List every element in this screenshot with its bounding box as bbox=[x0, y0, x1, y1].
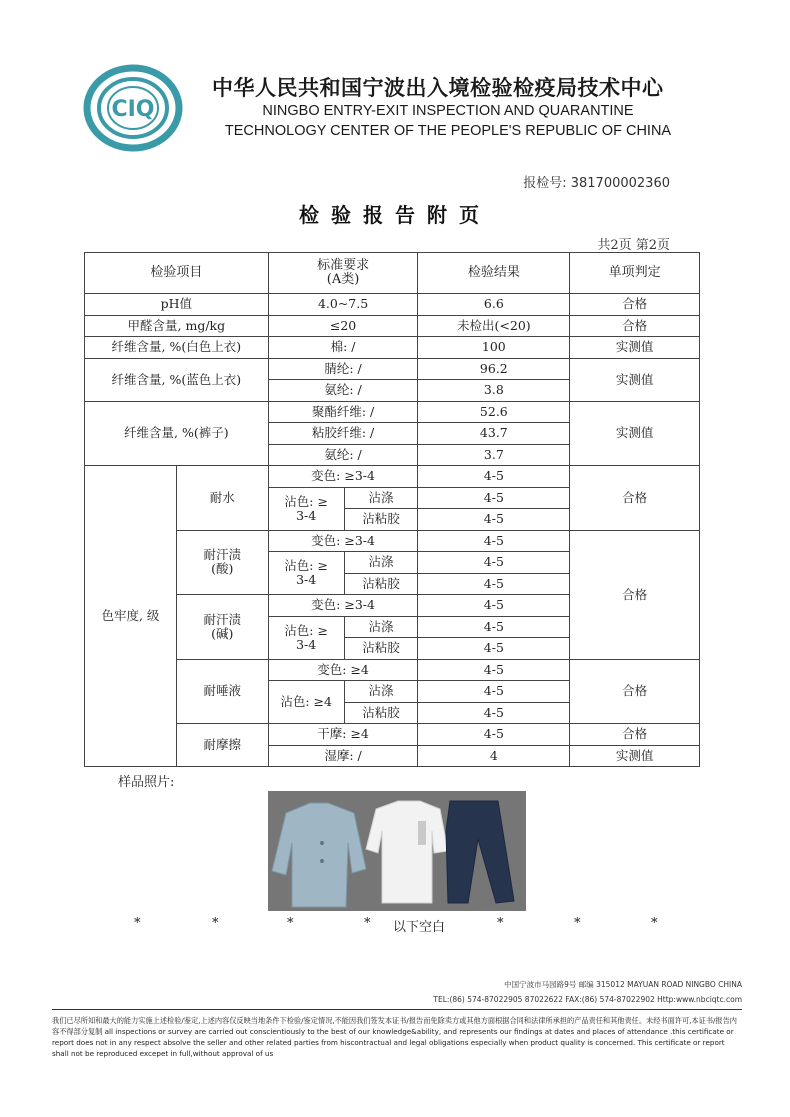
result-dry: 4-5 bbox=[418, 724, 570, 746]
table-row bbox=[85, 315, 700, 337]
result-stain-a: 4-5 bbox=[418, 552, 570, 574]
header-judgement: 单项判定 bbox=[570, 253, 700, 294]
star-mark: * bbox=[134, 916, 141, 931]
report-number: 报检号: 381700002360 bbox=[523, 176, 670, 191]
result-stain-b: 4-5 bbox=[418, 702, 570, 724]
header-standard bbox=[268, 253, 418, 294]
logo-text: CIQ bbox=[111, 97, 155, 122]
table-row bbox=[85, 724, 700, 746]
cell-line: 沾色: ≥ bbox=[284, 622, 328, 638]
cell-line: 耐汗渍 bbox=[203, 547, 242, 563]
result-fiber-pants: 43.7 bbox=[418, 423, 570, 445]
sub-sweat-alkali bbox=[176, 595, 268, 660]
std-stain bbox=[268, 616, 344, 659]
sub-water: 耐水 bbox=[176, 466, 268, 531]
result-ph: 6.6 bbox=[418, 294, 570, 316]
std-stain bbox=[268, 487, 344, 530]
std-stain-a: 沾涤 bbox=[344, 681, 418, 703]
cell-line: 耐汗渍 bbox=[203, 611, 242, 627]
item-fiber-blue: 纤维含量, %(蓝色上衣) bbox=[85, 358, 269, 401]
result-change: 4-5 bbox=[418, 659, 570, 681]
blank-marker-text: 以下空白 bbox=[393, 920, 446, 935]
table-row bbox=[85, 337, 700, 359]
std-fiber-blue: 腈纶: / bbox=[268, 358, 418, 380]
table-row bbox=[85, 401, 700, 423]
cell-line: (酸) bbox=[211, 561, 234, 577]
result-fiber-pants: 3.7 bbox=[418, 444, 570, 466]
header-item: 检验项目 bbox=[85, 253, 269, 294]
sub-saliva: 耐唾液 bbox=[176, 659, 268, 724]
footer-disclaimer: 我们已尽所知和最大的能力实施上述检验/鉴定,上述内容仅反映当地条件下检验/鉴定情况,不能因我们签发本证书/报告而免除卖方或其他方面根据合同和法律所承担的产品责任和其他责任。未经书面许可,本证书/报告内容不得部分复制 all inspections or survey are carried out conscientiously to the best of our knowledge&ability, and represents our findings at dates and places of attendance .this certificate or report does not in any respect absolve the seller and other related parties from hiscontractual and legal obligations especially when product quality is concerned. This certificate or report shall not be reproduced excepet in full,without approval of us bbox=[52, 1016, 737, 1058]
page-indicator: 共2页 第2页 bbox=[597, 238, 670, 253]
star-mark: * bbox=[574, 916, 581, 931]
std-fiber-pants: 粘胶纤维: / bbox=[268, 423, 418, 445]
std-fiber-blue: 氨纶: / bbox=[268, 380, 418, 402]
result-stain-a: 4-5 bbox=[418, 681, 570, 703]
star-mark: * bbox=[651, 916, 658, 931]
std-wet: 湿摩: / bbox=[268, 745, 418, 767]
judge-formaldehyde: 合格 bbox=[570, 315, 700, 337]
sub-rubbing: 耐摩擦 bbox=[176, 724, 268, 767]
std-stain-b: 沾粘胶 bbox=[344, 573, 418, 595]
std-change: 变色: ≥3-4 bbox=[268, 595, 418, 617]
result-fiber-blue: 96.2 bbox=[418, 358, 570, 380]
table-row bbox=[85, 294, 700, 316]
judge-wet: 实测值 bbox=[570, 745, 700, 767]
result-fiber-white: 100 bbox=[418, 337, 570, 359]
result-formaldehyde: 未检出(<20) bbox=[418, 315, 570, 337]
result-stain-b: 4-5 bbox=[418, 573, 570, 595]
result-stain-a: 4-5 bbox=[418, 487, 570, 509]
std-stain-b: 沾粘胶 bbox=[344, 702, 418, 724]
judge-fiber-white: 实测值 bbox=[570, 337, 700, 359]
sub-sweat-acid bbox=[176, 530, 268, 595]
result-fiber-pants: 52.6 bbox=[418, 401, 570, 423]
std-fiber-pants: 氨纶: / bbox=[268, 444, 418, 466]
std-change: 变色: ≥3-4 bbox=[268, 530, 418, 552]
std-fiber-pants: 聚酯纤维: / bbox=[268, 401, 418, 423]
judge-fiber-pants: 实测值 bbox=[570, 401, 700, 466]
blank-marker-line bbox=[0, 916, 790, 934]
star-mark: * bbox=[287, 916, 294, 931]
inspection-table bbox=[84, 252, 700, 767]
item-ph: pH值 bbox=[85, 294, 269, 316]
item-colorfastness: 色牢度, 级 bbox=[85, 466, 177, 767]
cell-line: 3-4 bbox=[296, 636, 317, 652]
result-change: 4-5 bbox=[418, 595, 570, 617]
cell-line: 3-4 bbox=[296, 572, 317, 587]
star-mark: * bbox=[212, 916, 219, 931]
result-stain-b: 4-5 bbox=[418, 638, 570, 660]
std-stain bbox=[268, 552, 344, 595]
result-change: 4-5 bbox=[418, 466, 570, 488]
item-formaldehyde: 甲醛含量, mg/kg bbox=[85, 315, 269, 337]
org-name-en-line2: TECHNOLOGY CENTER OF THE PEOPLE'S REPUBLIC OF CHINA bbox=[224, 123, 672, 139]
page-title: 检验报告附页 bbox=[299, 203, 491, 227]
std-stain-b: 沾粘胶 bbox=[344, 638, 418, 660]
judge-ph: 合格 bbox=[570, 294, 700, 316]
table-row bbox=[85, 530, 700, 552]
cell-line: 标准要求 bbox=[317, 258, 370, 273]
judge-fiber-blue: 实测值 bbox=[570, 358, 700, 401]
result-fiber-blue: 3.8 bbox=[418, 380, 570, 402]
footer-address: 中国宁波市马园路9号 邮编 315012 MAYUAN ROAD NINGBO CHINA bbox=[504, 980, 742, 989]
judge-saliva: 合格 bbox=[570, 659, 700, 724]
std-stain: 沾色: ≥4 bbox=[268, 681, 344, 724]
table-row bbox=[85, 358, 700, 380]
footer-contact: TEL:(86) 574-87022905 87022622 FAX:(86) 574-87022902 Http:www.nbciqtc.com bbox=[433, 995, 742, 1004]
item-fiber-white: 纤维含量, %(白色上衣) bbox=[85, 337, 269, 359]
std-stain-a: 沾涤 bbox=[344, 552, 418, 574]
cell-line: 沾色: ≥ bbox=[284, 493, 328, 509]
std-stain-b: 沾粘胶 bbox=[344, 509, 418, 531]
cell-line: (碱) bbox=[211, 625, 234, 641]
item-fiber-pants: 纤维含量, %(裤子) bbox=[85, 401, 269, 466]
result-wet: 4 bbox=[418, 745, 570, 767]
std-stain-a: 沾涤 bbox=[344, 487, 418, 509]
star-mark: * bbox=[497, 916, 504, 931]
cell-line: (A类) bbox=[326, 272, 360, 287]
table-row bbox=[85, 253, 700, 294]
header-result: 检验结果 bbox=[418, 253, 570, 294]
result-change: 4-5 bbox=[418, 530, 570, 552]
sample-photo bbox=[268, 791, 526, 911]
std-dry: 干摩: ≥4 bbox=[268, 724, 418, 746]
std-ph: 4.0~7.5 bbox=[268, 294, 418, 316]
org-name-en-line1: NINGBO ENTRY-EXIT INSPECTION AND QUARANTINE bbox=[262, 103, 634, 119]
sample-photo-label: 样品照片: bbox=[118, 775, 175, 790]
star-mark: * bbox=[364, 916, 371, 931]
cell-line: 沾色: ≥ bbox=[284, 558, 328, 573]
footer-divider bbox=[52, 1009, 742, 1010]
std-stain-a: 沾涤 bbox=[344, 616, 418, 638]
result-stain-a: 4-5 bbox=[418, 616, 570, 638]
table-row bbox=[85, 659, 700, 681]
cell-line: 3-4 bbox=[296, 507, 317, 523]
std-fiber-white: 棉: / bbox=[268, 337, 418, 359]
result-stain-b: 4-5 bbox=[418, 509, 570, 531]
std-change: 变色: ≥3-4 bbox=[268, 466, 418, 488]
judge-dry: 合格 bbox=[570, 724, 700, 746]
std-change: 变色: ≥4 bbox=[268, 659, 418, 681]
judge-water: 合格 bbox=[570, 466, 700, 531]
std-formaldehyde: ≤20 bbox=[268, 315, 418, 337]
judge-sweat: 合格 bbox=[570, 530, 700, 659]
table-row bbox=[85, 466, 700, 488]
org-name-cn: 中华人民共和国宁波出入境检验检疫局技术中心 bbox=[212, 76, 664, 100]
